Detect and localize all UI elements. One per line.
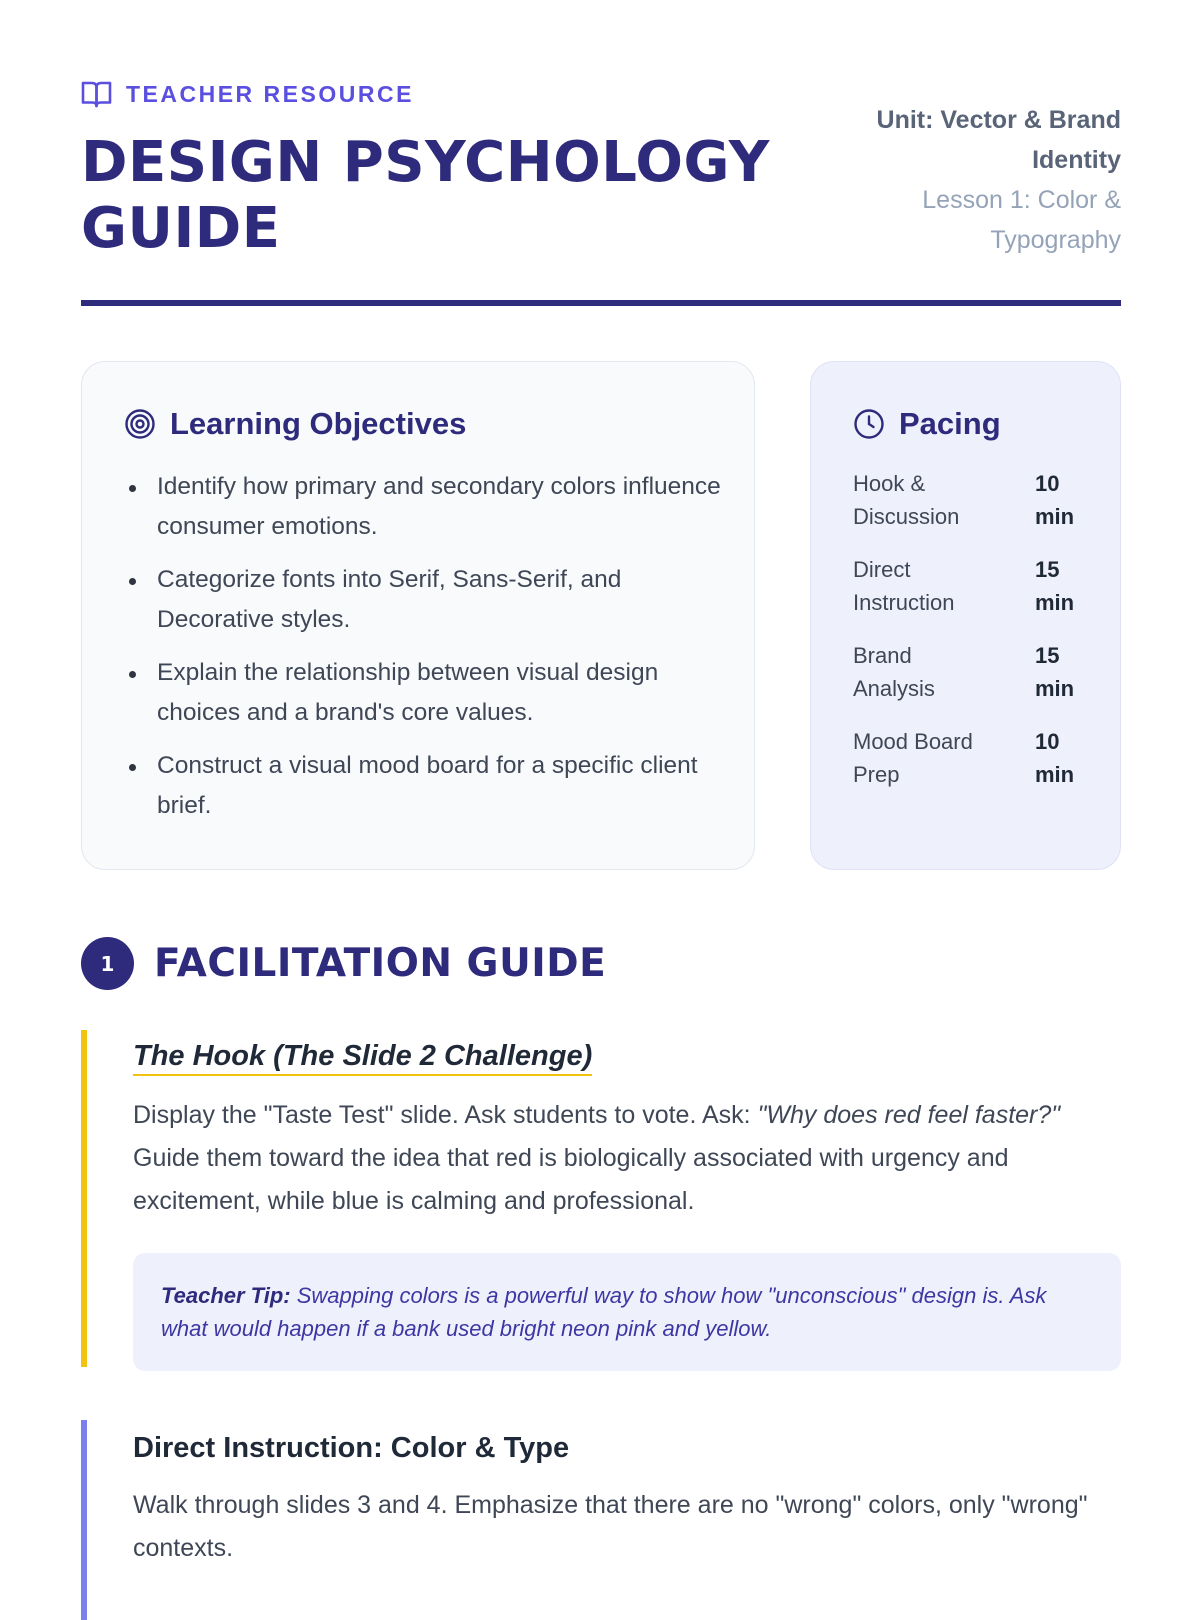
direct-instruction-title: Direct Instruction: Color & Type <box>133 1432 570 1464</box>
objectives-list <box>124 467 724 839</box>
list-item: Identify how primary and secondary colors influence consumer emotions. <box>124 467 724 547</box>
pacing-duration: 15 min <box>1035 557 1075 615</box>
hook-text-lead: Display the "Taste Test" slide. Ask students to vote. Ask: <box>133 1101 758 1129</box>
clock-icon <box>853 408 885 440</box>
lesson-page <box>81 0 1121 1562</box>
page-title-line1: DESIGN PSYCHOLOGY <box>81 130 770 195</box>
pacing-activity: Mood Board Prep <box>853 729 973 787</box>
pacing-activity: Direct Instruction <box>853 557 955 615</box>
pacing-title: Pacing <box>899 406 1001 441</box>
lesson-name-line1: Lesson 1: Color & <box>922 186 1121 214</box>
direct-instruction-text: Walk through slides 3 and 4. Emphasize that there are no "wrong" colors, only "wrong" contexts. <box>133 1491 1088 1562</box>
unit-name-line1: Unit: Vector & Brand <box>876 106 1121 134</box>
objectives-title: Learning Objectives <box>170 406 467 441</box>
book-open-icon <box>81 80 112 109</box>
learning-objectives-card <box>81 361 755 870</box>
lesson-name <box>821 180 1121 260</box>
page-title-line2: GUIDE <box>81 196 281 261</box>
eyebrow-label: TEACHER RESOURCE <box>126 81 414 107</box>
teacher-tip-label: Teacher Tip: <box>161 1283 291 1308</box>
facilitation-section-header <box>81 937 606 990</box>
unit-info <box>821 100 1121 260</box>
pacing-activity: Hook & Discussion <box>853 471 960 529</box>
hook-text-rest: Guide them toward the idea that red is biologically associated with urgency and excitement, while blue is calming and professional. <box>133 1144 1009 1215</box>
section-title: FACILITATION GUIDE <box>154 941 607 986</box>
objectives-header <box>124 406 466 442</box>
pacing-duration: 10 min <box>1035 471 1075 529</box>
list-item: Explain the relationship between visual design choices and a brand's core values. <box>124 653 724 733</box>
eyebrow <box>81 80 414 109</box>
pacing-header <box>853 406 1001 442</box>
pacing-activity: Brand Analysis <box>853 643 935 701</box>
unit-name-line2: Identity <box>1032 146 1121 174</box>
pacing-duration: 10 min <box>1035 729 1075 787</box>
page-header <box>81 0 1121 306</box>
pacing-row <box>853 467 1083 533</box>
pacing-row <box>853 725 1083 791</box>
pacing-row <box>853 639 1083 705</box>
hook-title: The Hook (The Slide 2 Challenge) <box>133 1038 592 1076</box>
pacing-duration: 15 min <box>1035 643 1075 701</box>
lesson-name-line2: Typography <box>990 226 1121 254</box>
direct-instruction-block <box>81 1420 1121 1620</box>
hook-text <box>133 1094 1121 1223</box>
pacing-card <box>810 361 1121 870</box>
section-number-badge: 1 <box>81 937 134 990</box>
hook-question: "Why does red feel faster?" <box>757 1101 1061 1129</box>
pacing-row <box>853 553 1083 619</box>
unit-name <box>821 100 1121 180</box>
list-item: Construct a visual mood board for a specific client brief. <box>124 746 724 826</box>
page-title <box>81 130 770 262</box>
teacher-tip <box>133 1253 1121 1371</box>
list-item: Categorize fonts into Serif, Sans-Serif, and Decorative styles. <box>124 560 724 640</box>
pacing-schedule <box>853 467 1083 811</box>
target-icon <box>124 408 156 440</box>
header-divider <box>81 300 1121 306</box>
hook-block <box>81 1030 1121 1367</box>
teacher-tip-text: Swapping colors is a powerful way to show how "unconscious" design is. Ask what would happen if a bank used bright neon pink and yellow. <box>161 1283 1047 1341</box>
